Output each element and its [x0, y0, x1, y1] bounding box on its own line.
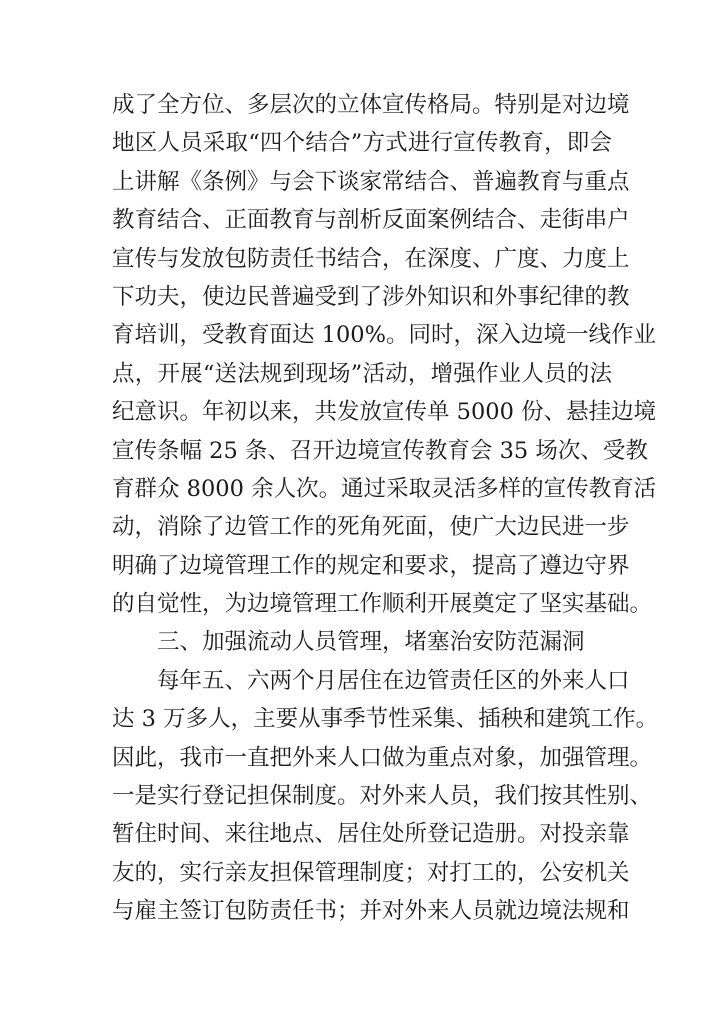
- text-line: 因此，我市一直把外来人口做为重点对象，加强管理。: [112, 744, 653, 771]
- text-line: 教育结合、正面教育与剖析反面案例结合、走街串户: [112, 207, 630, 234]
- text-line: 育培训，受教育面达 100%。同时，深入边境一线作业: [112, 322, 656, 349]
- text-line: 达 3 万多人，主要从事季节性采集、插秧和建筑工作。: [112, 706, 659, 733]
- text-line: 与雇主签订包防责任书；并对外来人员就边境法规和: [112, 898, 630, 925]
- text-line: 点，开展“送法规到现场”活动，增强作业人员的法: [112, 360, 612, 387]
- text-line: 成了全方位、多层次的立体宣传格局。特别是对边境: [112, 92, 630, 118]
- text-line: 地区人员采取“四个结合”方式进行宣传教育，即会: [112, 130, 612, 157]
- text-line: 上讲解《条例》与会下谈家常结合、普遍教育与重点: [112, 168, 630, 195]
- text-line: 育群众 8000 余人次。通过采取灵活多样的宣传教育活: [112, 475, 657, 502]
- text-line: 动，消除了边管工作的死角死面，使广大边民进一步: [112, 514, 630, 541]
- text-line: 友的，实行亲友担保管理制度；对打工的，公安机关: [112, 859, 630, 886]
- document-body: [112, 86, 659, 931]
- section-heading: [112, 623, 612, 661]
- text-line: 宣传条幅 25 条、召开边境宣传教育会 35 场次、受教: [112, 437, 648, 464]
- text-line: 纪意识。年初以来，共发放宣传单 5000 份、悬挂边境: [112, 399, 657, 426]
- text-line: 下功夫，使边民普遍受到了涉外知识和外事纪律的教: [112, 283, 630, 310]
- text-line: 的自觉性，为边境管理工作顺利开展奠定了坚实基础。: [112, 591, 653, 618]
- heading-3: 三、加强流动人员管理，堵塞治安防范漏洞: [157, 629, 585, 656]
- text-line: 一是实行登记担保制度。对外来人员，我们按其性别、: [112, 783, 653, 810]
- paragraph-1: [112, 86, 657, 623]
- text-line: 每年五、六两个月居住在边管责任区的外来人口: [157, 667, 630, 694]
- text-line: 宣传与发放包防责任书结合，在深度、广度、力度上: [112, 245, 630, 272]
- text-line: 明确了边境管理工作的规定和要求，提高了遵边守界: [112, 552, 630, 579]
- text-line: 暂住时间、来往地点、居住处所登记造册。对投亲靠: [112, 821, 630, 848]
- paragraph-2: [112, 662, 659, 931]
